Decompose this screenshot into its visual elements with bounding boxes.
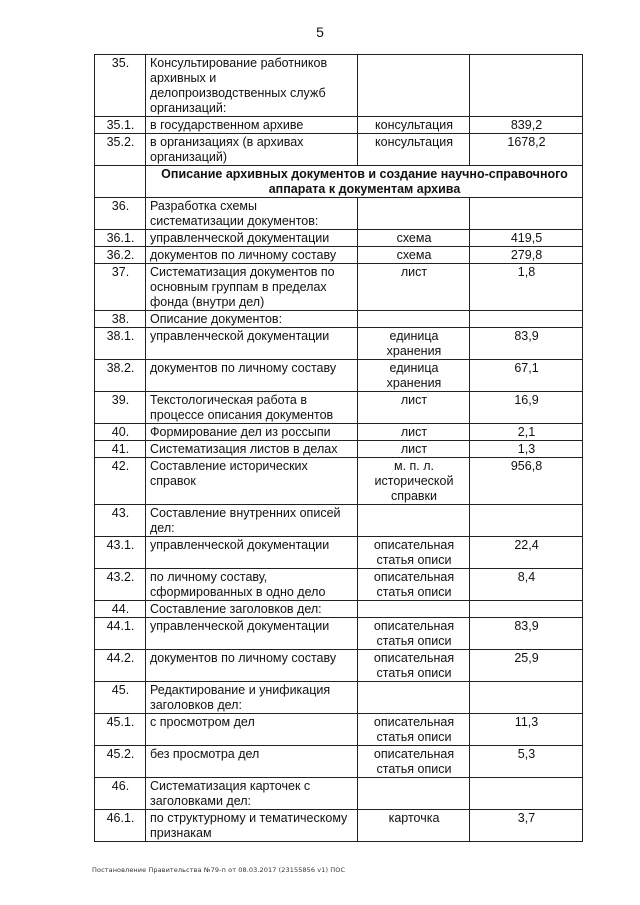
unit-of-measure: описательная статья описи [358,618,470,650]
unit-of-measure [358,682,470,714]
service-name: с просмотром дел [146,714,358,746]
row-number: 36.1. [95,230,146,247]
table-row [95,682,583,714]
price-value [470,198,583,230]
price-value: 2,1 [470,424,583,441]
row-number: 43.1. [95,537,146,569]
unit-of-measure: описательная статья описи [358,537,470,569]
price-value: 279,8 [470,247,583,264]
row-number: 38. [95,311,146,328]
table-row [95,117,583,134]
table-row [95,198,583,230]
price-value: 8,4 [470,569,583,601]
row-number: 43. [95,505,146,537]
service-name: Составление заголовков дел: [146,601,358,618]
table-row [95,810,583,842]
table-row [95,134,583,166]
price-value: 1,8 [470,264,583,311]
price-value [470,601,583,618]
service-name: управленческой документации [146,618,358,650]
row-number: 37. [95,264,146,311]
service-name: документов по личному составу [146,650,358,682]
row-number: 43.2. [95,569,146,601]
service-name: управленческой документации [146,328,358,360]
price-value [470,311,583,328]
price-value: 956,8 [470,458,583,505]
row-number: 46. [95,778,146,810]
section-heading-row [95,166,583,198]
table-row [95,746,583,778]
table-row [95,778,583,810]
service-name: Редактирование и унификация заголовков дел: [146,682,358,714]
service-name: документов по личному составу [146,360,358,392]
row-number: 41. [95,441,146,458]
footer-document-reference: Постановление Правительства №79-п от 08.03.2017 (23155856 v1) ПОС [92,866,346,874]
table-row [95,264,583,311]
price-value: 83,9 [470,618,583,650]
unit-of-measure: консультация [358,117,470,134]
table-row [95,458,583,505]
service-name: по структурному и тематическому признакам [146,810,358,842]
table-row [95,360,583,392]
row-number: 44. [95,601,146,618]
price-table [94,54,583,842]
row-number: 44.2. [95,650,146,682]
service-name: Формирование дел из россыпи [146,424,358,441]
table-row [95,441,583,458]
table-row [95,650,583,682]
unit-of-measure: описательная статья описи [358,569,470,601]
service-name: Систематизация документов по основным группам в пределах фонда (внутри дел) [146,264,358,311]
row-number: 35. [95,55,146,117]
unit-of-measure [358,601,470,618]
section-num-cell [95,166,146,198]
price-value: 83,9 [470,328,583,360]
service-name: управленческой документации [146,537,358,569]
price-value: 11,3 [470,714,583,746]
table-body [95,55,583,842]
price-value [470,682,583,714]
price-value: 3,7 [470,810,583,842]
service-name: Составление внутренних описей дел: [146,505,358,537]
row-number: 35.1. [95,117,146,134]
unit-of-measure [358,55,470,117]
unit-of-measure: описательная статья описи [358,650,470,682]
row-number: 36. [95,198,146,230]
row-number: 36.2. [95,247,146,264]
table-row [95,424,583,441]
table-row [95,55,583,117]
unit-of-measure: карточка [358,810,470,842]
service-name: Составление исторических справок [146,458,358,505]
price-value: 67,1 [470,360,583,392]
row-number: 45. [95,682,146,714]
section-title: Описание архивных документов и создание научно-справочного аппарата к документам архива [146,166,583,198]
row-number: 45.2. [95,746,146,778]
unit-of-measure: описательная статья описи [358,746,470,778]
table-row [95,505,583,537]
table-row [95,714,583,746]
row-number: 44.1. [95,618,146,650]
service-name: Консультирование работников архивных и делопроизводственных служб организаций: [146,55,358,117]
unit-of-measure: консультация [358,134,470,166]
table-row [95,392,583,424]
row-number: 45.1. [95,714,146,746]
table-row [95,569,583,601]
unit-of-measure: лист [358,424,470,441]
row-number: 35.2. [95,134,146,166]
page-number: 5 [316,24,324,40]
table-row [95,311,583,328]
price-value: 1678,2 [470,134,583,166]
price-value [470,55,583,117]
unit-of-measure: описательная статья описи [358,714,470,746]
service-name: в организациях (в архивах организаций) [146,134,358,166]
unit-of-measure: лист [358,441,470,458]
service-name: Систематизация листов в делах [146,441,358,458]
price-value: 5,3 [470,746,583,778]
table-row [95,328,583,360]
price-value [470,778,583,810]
service-name: документов по личному составу [146,247,358,264]
table-row [95,230,583,247]
unit-of-measure: единица хранения [358,328,470,360]
unit-of-measure [358,198,470,230]
row-number: 38.1. [95,328,146,360]
unit-of-measure: м. п. л. исторической справки [358,458,470,505]
price-value: 22,4 [470,537,583,569]
price-value [470,505,583,537]
price-value: 839,2 [470,117,583,134]
service-name: в государственном архиве [146,117,358,134]
table-row [95,247,583,264]
price-value: 419,5 [470,230,583,247]
table-row [95,601,583,618]
service-name: Описание документов: [146,311,358,328]
service-name: Разработка схемы систематизации документов: [146,198,358,230]
unit-of-measure: лист [358,264,470,311]
unit-of-measure: схема [358,230,470,247]
service-name: Систематизация карточек с заголовками дел: [146,778,358,810]
row-number: 46.1. [95,810,146,842]
price-value: 16,9 [470,392,583,424]
table-row [95,618,583,650]
table-row [95,537,583,569]
row-number: 42. [95,458,146,505]
unit-of-measure [358,311,470,328]
price-value: 25,9 [470,650,583,682]
unit-of-measure: лист [358,392,470,424]
unit-of-measure: единица хранения [358,360,470,392]
unit-of-measure: схема [358,247,470,264]
unit-of-measure [358,778,470,810]
row-number: 40. [95,424,146,441]
service-name: Текстологическая работа в процессе описания документов [146,392,358,424]
unit-of-measure [358,505,470,537]
service-name: по личному составу, сформированных в одно дело [146,569,358,601]
price-value: 1,3 [470,441,583,458]
service-name: без просмотра дел [146,746,358,778]
row-number: 39. [95,392,146,424]
service-name: управленческой документации [146,230,358,247]
row-number: 38.2. [95,360,146,392]
